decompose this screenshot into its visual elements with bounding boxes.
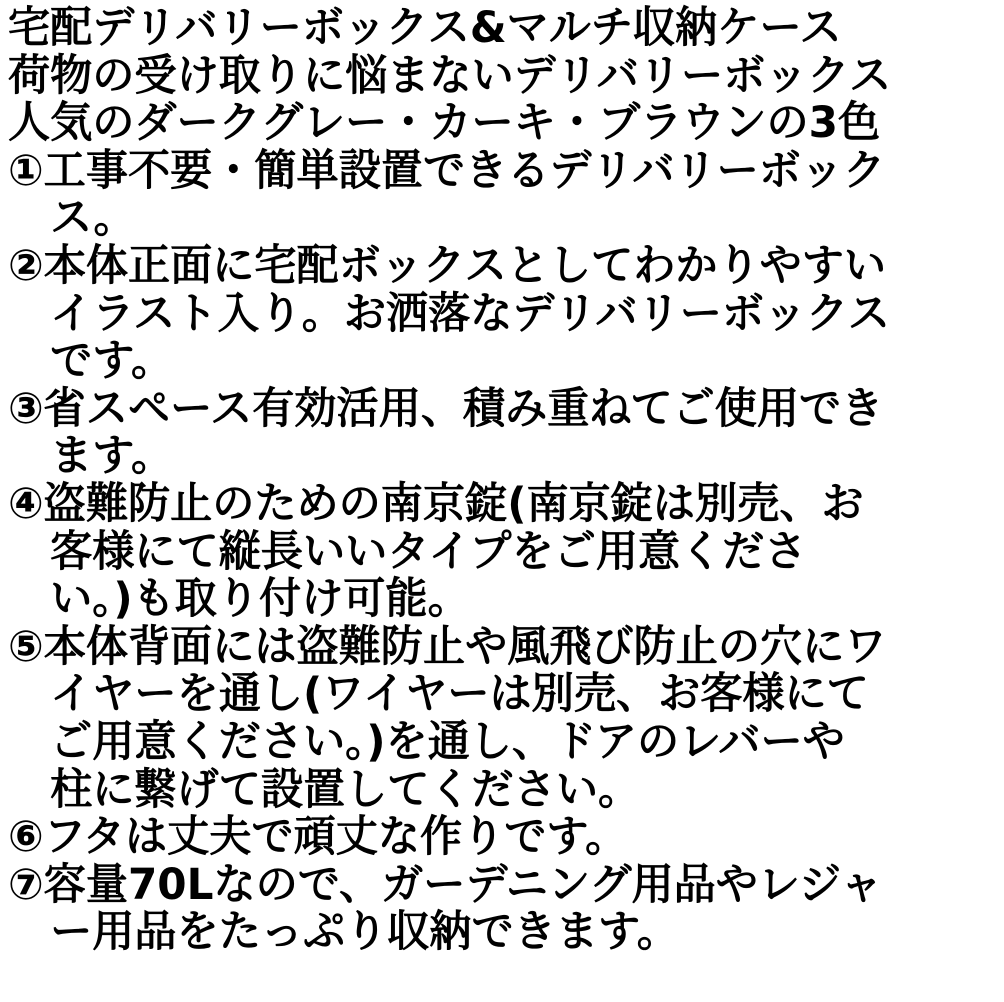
feature-4-cont2-line: い。)も取り付け可能。 [8, 574, 470, 625]
feature-3-cont-line: ます。 [8, 431, 174, 482]
feature-2-cont-line: イラスト入り。お洒落なデリバリーボックス [8, 288, 890, 339]
feature-2-cont2-line: です。 [8, 336, 174, 387]
title-line: 宅配デリバリーボックス&マルチ収納ケース [8, 3, 842, 53]
feature-5-line: ⑤本体背面には盗難防止や風飛び防止の穴にワ [8, 621, 887, 672]
feature-4-line: ④盗難防止のための南京錠(南京錠は別売、お [8, 478, 864, 529]
feature-1-cont-line: ス。 [8, 193, 136, 244]
feature-5-cont2-line: ご用意ください。)を通し、ドアのレバーや [8, 716, 845, 767]
feature-5-cont3-line: 柱に繋げて設置してください。 [8, 764, 641, 815]
feature-7-cont-line: ー用品をたっぷり収納できます。 [8, 907, 679, 958]
feature-6-line: ⑥フタは丈夫で頑丈な作りです。 [8, 812, 628, 863]
subtitle-line: 荷物の受け取りに悩まないデリバリーボックス [8, 50, 892, 101]
feature-3-line: ③省スペース有効活用、積み重ねてご使用でき [8, 383, 884, 434]
color-variants-line: 人気のダークグレー・カーキ・ブラウンの3色 [8, 98, 881, 149]
feature-5-cont-line: イヤーを通し(ワイヤーは別売、お客様にて [8, 669, 869, 720]
feature-7-line: ⑦容量70Lなので、ガーデニング用品やレジャ [8, 859, 883, 910]
feature-1-line: ①工事不要・簡単設置できるデリバリーボック [8, 145, 886, 196]
feature-2-line: ②本体正面に宅配ボックスとしてわかりやすい [8, 240, 887, 291]
feature-4-cont-line: 客様にて縦長いいタイプをご用意くださ [8, 526, 807, 577]
